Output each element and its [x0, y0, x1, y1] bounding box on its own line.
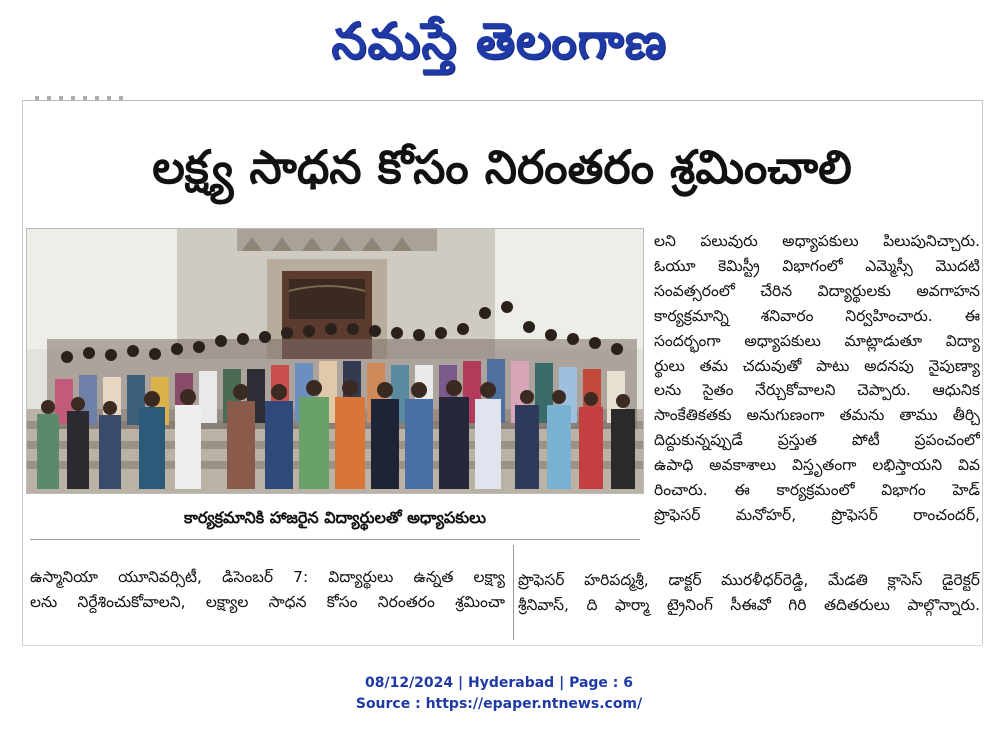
body-line: లను సైతం నేర్చుకోవాలని చెప్పారు. ఆధునిక	[654, 381, 980, 400]
body-line: సందర్భంగా అధ్యాపకులు మాట్లాడుతూ విద్యా	[654, 331, 980, 350]
body-line: దిద్దుకున్నప్పుడే ప్రస్తుత పోటీ ప్రపంచంలో	[654, 431, 980, 450]
cropped-text-remnant	[35, 96, 125, 100]
column-divider	[513, 545, 514, 640]
body-line: శ్రీనివాస్, ది ఫార్మా ట్రైనింగ్ సీఈవో గిరి తదితరులు పాల్గొన్నారు.	[518, 595, 980, 614]
page-border-top	[22, 100, 982, 101]
page-footer	[0, 673, 998, 715]
body-line: సంవత్సరంలో చేరిన విద్యార్థులకు అవగాహన	[654, 281, 980, 300]
body-line: ఉపాధి అవకాశాలు విస్తృతంగా లభిస్తాయని వివ	[654, 456, 980, 475]
body-line: ఓయూ కెమిస్ట్రీ విభాగంలో ఎమ్మెస్సీ మొదటి	[654, 256, 980, 275]
caption-divider	[30, 539, 640, 540]
body-line: లను నిర్దేశించుకోవాలని, లక్ష్యాల సాధన కోసం నిరంతరం శ్రమించా	[30, 592, 505, 611]
edition-info: 08/12/2024 | Hyderabad | Page : 6	[364, 675, 634, 691]
body-line: ర్థులు తమ చదువుతో పాటు అదనపు నైపుణ్యా	[654, 356, 980, 375]
body-line: లని పలువురు అధ్యాపకులు పిలుపునిచ్చారు.	[654, 232, 980, 250]
newspaper-masthead: నమస్తే తెలంగాణ	[331, 12, 667, 70]
article-body-right-wide-lines	[518, 568, 980, 618]
body-line: ప్రొఫెసర్ మనోహర్, ప్రొఫెసర్ రాంచందర్,	[654, 505, 980, 524]
body-line: సాంకేతికతకు అనుగుణంగా తమను తాము తీర్చి	[654, 406, 980, 425]
page-border-left	[22, 100, 23, 645]
article-body-right-column	[654, 229, 980, 528]
page-border-right	[982, 100, 983, 645]
article-headline: లక్ష్య సాధన కోసం నిరంతరం శ్రమించాలి	[152, 140, 852, 194]
body-line: రించారు. ఈ కార్యక్రమంలో విభాగం హెడ్	[654, 481, 980, 500]
body-line: ప్రొఫెసర్ హరిపద్మశ్రీ, డాక్టర్ మురళీధర్‌రెడ్డి, మేడతి క్లాసెస్ డైరెక్టర్	[518, 571, 980, 589]
photo-caption: కార్యక్రమానికి హాజరైన విద్యార్థులతో అధ్యాపకులు	[183, 508, 487, 527]
group-photo	[26, 228, 644, 494]
source-link[interactable]: Source : https://epaper.ntnews.com/	[355, 696, 643, 712]
article-body-left-column	[30, 565, 505, 615]
body-line: కార్యక్రమాన్ని శనివారం నిర్వహించారు. ఈ	[654, 306, 980, 325]
body-line: ఉస్మానియా యూనివర్సిటీ, డిసెంబర్ 7: విద్యార్థులు ఉన్నత లక్ష్యా	[30, 568, 505, 586]
page-border-bottom	[22, 645, 982, 646]
group-photo-illustration	[27, 229, 644, 494]
